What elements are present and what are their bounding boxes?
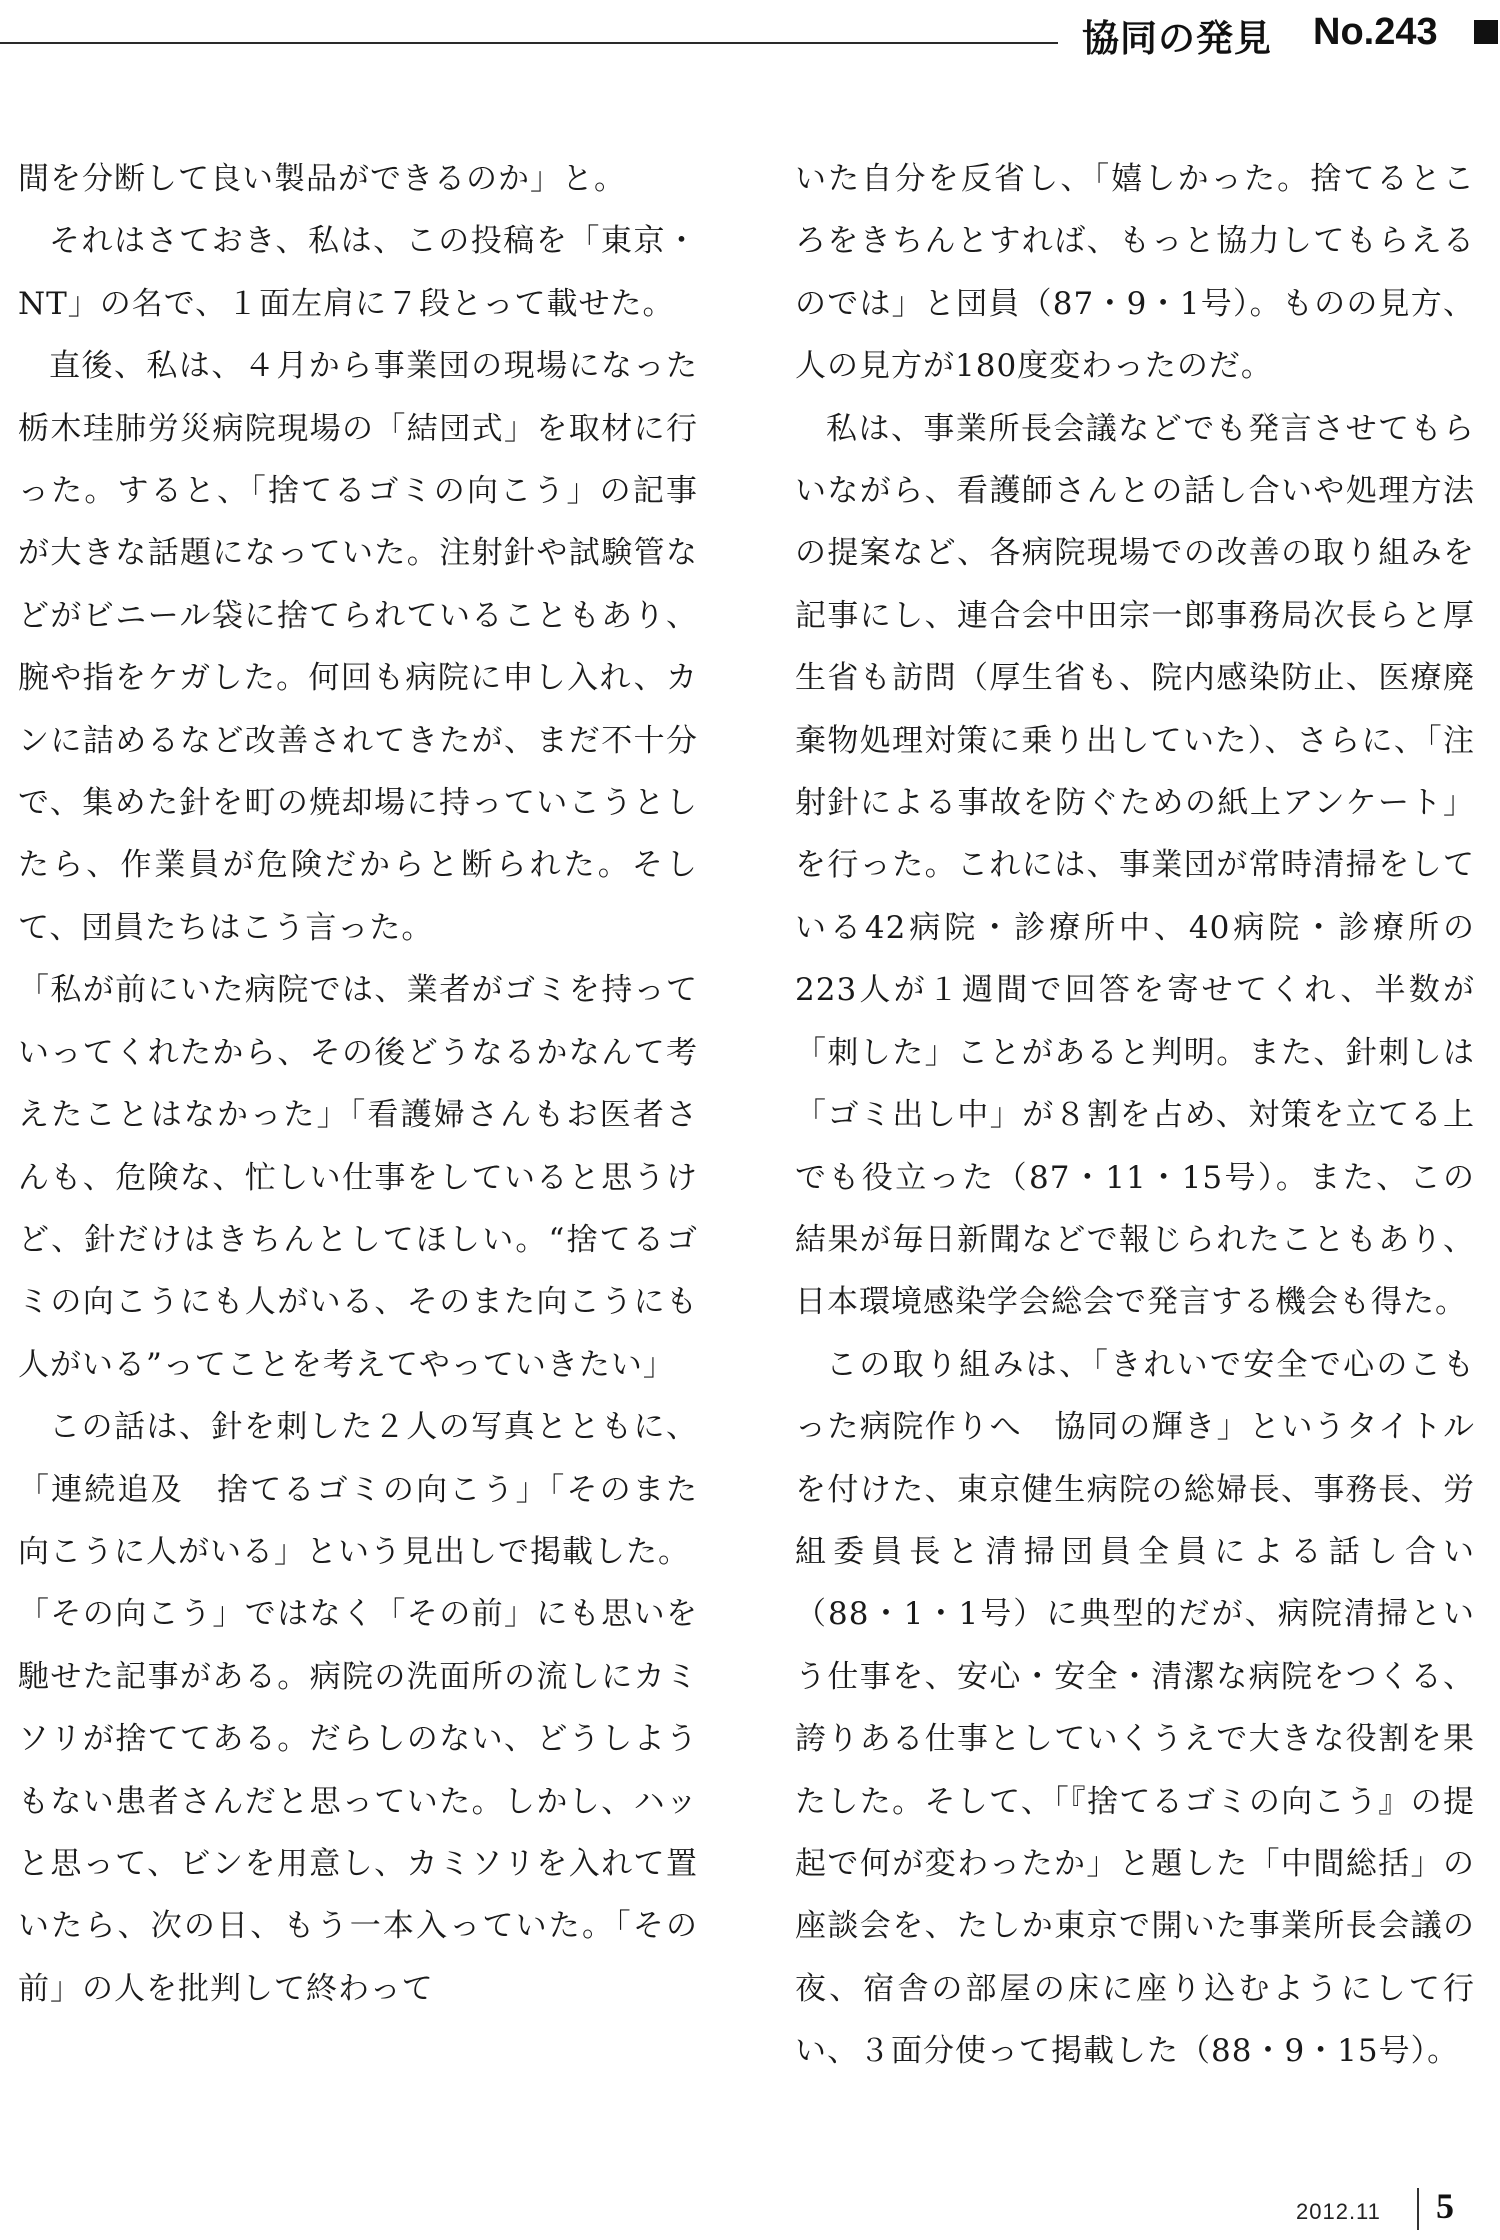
paragraph: この話は、針を刺した２人の写真とともに、「連続追及 捨てるゴミの向こう」「そのまた向こうに人がいる」という見出しで掲載した。 bbox=[18, 1409, 698, 1570]
header-square-mark bbox=[1474, 20, 1498, 44]
paragraph: いた自分を反省し、「嬉しかった。捨てるところをきちんとすれば、もっと協力してもらえるのでは」と団員（87・9・1号）。ものの見方、人の見方が180度変わったのだ。 bbox=[795, 161, 1475, 385]
footer-divider bbox=[1417, 2188, 1419, 2230]
publication-date: 2012.11 bbox=[1296, 2199, 1381, 2224]
header-rule bbox=[0, 42, 1058, 44]
paragraph: この取り組みは、「きれいで安全で心のこもった病院作りへ 協同の輝き」というタイトルを付けた、東京健生病院の総婦長、事務長、労組委員長と清掃団員全員による話し合い（88・1・1号）に典型的だが、病院清掃という仕事を、安心・安全・清潔な病院をつくる、誇りある仕事としていくうえで大きな役割を果たした。そして、「『捨てるゴミの向こう』の提起で何が変わったか」と題した「中間総括」の座談会を、たしか東京で開いた事業所長会議の夜、宿舎の部屋の床に座り込むようにして行い、３面分使って掲載した（88・9・15号）。 bbox=[795, 1346, 1475, 2070]
paragraph: 「その向こう」ではなく「その前」にも思いを馳せた記事がある。病院の洗面所の流しにカミソリが捨ててある。だらしのない、どうしようもない患者さんだと思っていた。しかし、ハッと思って、ビンを用意し、カミソリを入れて置いたら、次の日、もう一本入っていた。「その前」の人を批判して終わって bbox=[18, 1596, 698, 2007]
paragraph: 私は、事業所長会議などでも発言させてもらいながら、看護師さんとの話し合いや処理方法の提案など、各病院現場での改善の取り組みを記事にし、連合会中田宗一郎事務局次長らと厚生省も訪問（厚生省も、院内感染防止、医療廃棄物処理対策に乗り出していた）、さらに、「注射針による事故を防ぐための紙上アンケート」を行った。これには、事業団が常時清掃をしている42病院・診療所中、40病院・診療所の223人が１週間で回答を寄せてくれ、半数が「刺した」ことがあると判明。また、針刺しは「ゴミ出し中」が８割を占め、対策を立てる上でも役立った（87・11・15号）。また、この結果が毎日新聞などで報じられたこともあり、日本環境感染学会総会で発言する機会も得た。 bbox=[795, 410, 1475, 1321]
issue-number: No.243 bbox=[1313, 11, 1438, 53]
page-number: 5 bbox=[1436, 2186, 1454, 2226]
article-column-left bbox=[18, 148, 698, 2020]
paragraph: それはさておき、私は、この投稿を「東京・NT」の名で、１面左肩に７段とって載せた。 bbox=[18, 223, 698, 322]
paragraph: 間を分断して良い製品ができるのか」と。 bbox=[18, 161, 626, 197]
magazine-title: 協同の発見 bbox=[1082, 17, 1272, 60]
quote-paragraph: 「私が前にいた病院では、業者がゴミを持っていってくれたから、その後どうなるかなんて考えたことはなかった」「看護婦さんもお医者さんも、危険な、忙しい仕事をしていると思うけど、針だけはきちんとしてほしい。“捨てるゴミの向こうにも人がいる、そのまた向こうにも人がいる”ってことを考えてやっていきたい」 bbox=[18, 972, 698, 1383]
paragraph: 直後、私は、４月から事業団の現場になった栃木珪肺労災病院現場の「結団式」を取材に行った。すると、「捨てるゴミの向こう」の記事が大きな話題になっていた。注射針や試験管などがビニール袋に捨てられていることもあり、腕や指をケガした。何回も病院に申し入れ、カンに詰めるなど改善されてきたが、まだ不十分で、集めた針を町の焼却場に持っていこうとしたら、作業員が危険だからと断られた。そして、団員たちはこう言った。 bbox=[18, 348, 698, 946]
article-column-right bbox=[795, 148, 1475, 2083]
